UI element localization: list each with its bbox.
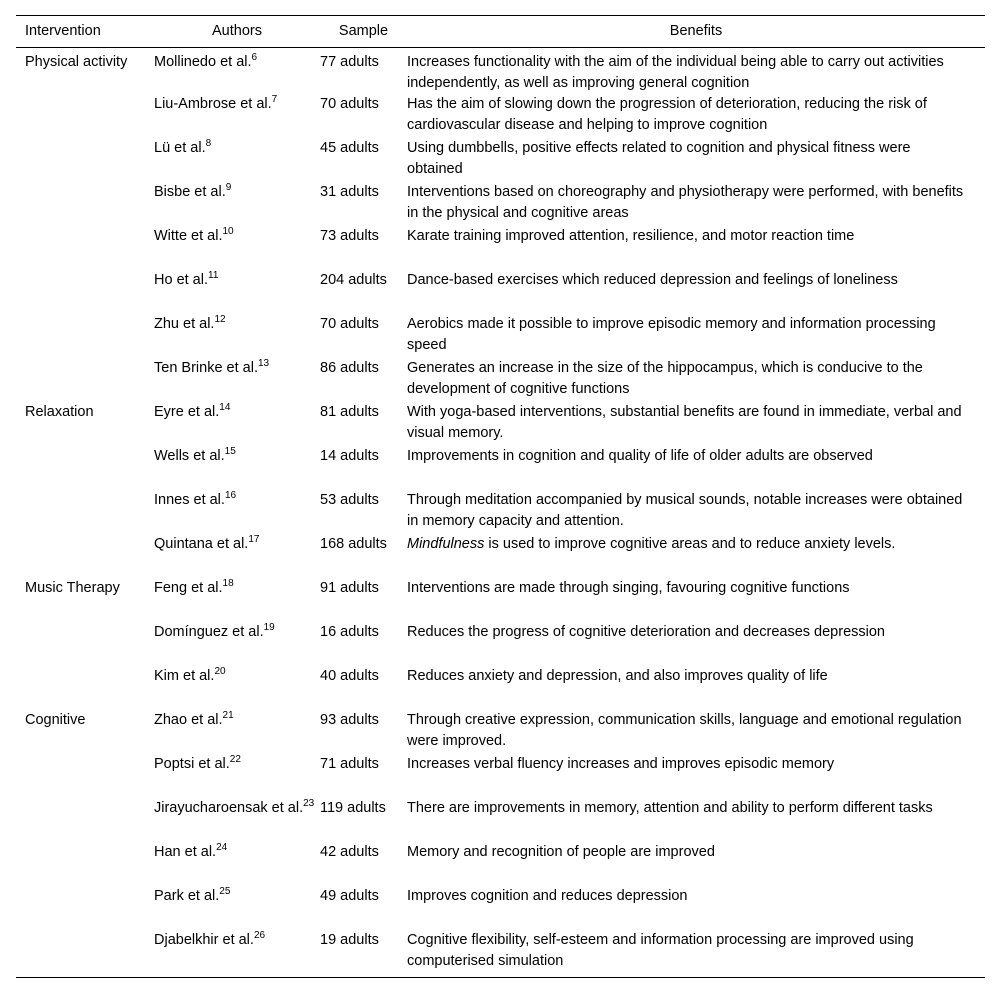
cell-sample: 45 adults <box>320 140 379 156</box>
header-benefits: Benefits <box>407 16 985 48</box>
cell-benefits <box>407 534 985 578</box>
cell-authors <box>154 886 320 930</box>
cell-sample: 73 adults <box>320 228 379 244</box>
reference-number: 26 <box>253 930 266 942</box>
table-row <box>16 48 985 95</box>
benefit-text: Through meditation accompanied by musical sounds, notable increases were obtained in memory capacity and attention. <box>407 492 963 529</box>
reference-number: 16 <box>224 490 237 502</box>
reference-number: 22 <box>229 754 241 766</box>
cell-authors <box>154 358 320 402</box>
benefit-text: Increases verbal fluency increases and improves episodic memory <box>407 756 835 772</box>
cell-benefits <box>407 314 985 358</box>
cell-sample: 49 adults <box>320 888 379 904</box>
cell-sample: 81 adults <box>320 404 379 420</box>
reference-number: 6 <box>251 52 258 64</box>
cell-intervention: Cognitive <box>25 712 86 728</box>
cell-sample: 40 adults <box>320 668 379 684</box>
table-row <box>16 270 985 314</box>
author-name: Park et al. <box>154 888 220 904</box>
table-row <box>16 402 985 446</box>
benefit-text: is used to improve cognitive areas and to reduce anxiety levels. <box>484 536 896 552</box>
benefit-text: Dance-based exercises which reduced depression and feelings of loneliness <box>407 272 898 288</box>
cell-authors <box>154 446 320 490</box>
cell-authors <box>154 94 320 138</box>
cell-authors <box>154 270 320 314</box>
table-row <box>16 182 985 226</box>
reference-number: 25 <box>219 886 231 898</box>
cell-benefits <box>407 754 985 798</box>
cell-authors <box>154 402 320 446</box>
author-name: Witte et al. <box>154 228 223 244</box>
author-name: Zhao et al. <box>154 712 223 728</box>
author-name: Lü et al. <box>154 140 206 156</box>
benefit-text: Karate training improved attention, resilience, and motor reaction time <box>407 228 855 244</box>
header-sample: Sample <box>320 16 407 48</box>
cell-sample: 31 adults <box>320 184 379 200</box>
cell-sample: 16 adults <box>320 624 379 640</box>
benefit-text: Memory and recognition of people are improved <box>407 844 715 860</box>
benefit-emphasis: Mindfulness <box>407 536 485 552</box>
table-row <box>16 710 985 754</box>
benefit-text: Reduces the progress of cognitive deterioration and decreases depression <box>407 624 885 640</box>
benefit-text: Increases functionality with the aim of the individual being able to carry out activities independently, as well as improving general cognition <box>407 54 944 91</box>
reference-number: 14 <box>219 402 231 414</box>
reference-number: 21 <box>222 710 234 722</box>
table-row <box>16 446 985 490</box>
table-row <box>16 622 985 666</box>
cell-sample: 77 adults <box>320 54 379 70</box>
author-name: Innes et al. <box>154 492 225 508</box>
cell-intervention <box>16 666 154 710</box>
table-row <box>16 314 985 358</box>
reference-number: 19 <box>263 622 275 634</box>
cell-authors <box>154 622 320 666</box>
table-row <box>16 666 985 710</box>
cell-benefits <box>407 94 985 138</box>
cell-sample: 204 adults <box>320 272 387 288</box>
benefit-text: Interventions based on choreography and physiotherapy were performed, with benefits in the physical and cognitive areas <box>407 184 964 221</box>
cell-authors <box>154 534 320 578</box>
benefit-text: Aerobics made it possible to improve episodic memory and information processing speed <box>407 316 936 353</box>
cell-sample: 91 adults <box>320 580 379 596</box>
benefit-text: Through creative expression, communication skills, language and emotional regulation were improved. <box>407 712 962 749</box>
cell-sample: 119 adults <box>320 800 386 816</box>
cell-intervention <box>16 446 154 490</box>
reference-number: 20 <box>214 666 226 678</box>
cell-sample: 71 adults <box>320 756 379 772</box>
benefit-text: Interventions are made through singing, favouring cognitive functions <box>407 580 850 596</box>
author-name: Feng et al. <box>154 580 223 596</box>
cell-benefits <box>407 182 985 226</box>
cell-intervention <box>16 798 154 842</box>
header-intervention: Intervention <box>16 16 154 48</box>
author-name: Han et al. <box>154 844 217 860</box>
cell-intervention <box>16 490 154 534</box>
cell-benefits <box>407 48 985 95</box>
cell-sample: 14 adults <box>320 448 379 464</box>
table-row <box>16 886 985 930</box>
reference-number: 12 <box>214 314 226 326</box>
author-name: Eyre et al. <box>154 404 220 420</box>
benefit-text: Reduces anxiety and depression, and also improves quality of life <box>407 668 828 684</box>
author-name: Mollinedo et al. <box>154 54 252 70</box>
cell-intervention <box>16 358 154 402</box>
cell-authors <box>154 798 320 842</box>
cell-benefits <box>407 226 985 270</box>
cell-benefits <box>407 798 985 842</box>
benefit-text: With yoga-based interventions, substantial benefits are found in immediate, verbal and visual memory. <box>407 404 962 441</box>
cell-intervention <box>16 226 154 270</box>
benefit-text: Improves cognition and reduces depression <box>407 888 688 904</box>
cell-intervention: Music Therapy <box>25 580 120 596</box>
benefit-text: Improvements in cognition and quality of life of older adults are observed <box>407 448 873 464</box>
table-row <box>16 754 985 798</box>
table-body <box>16 48 985 975</box>
table-row <box>16 534 985 578</box>
cell-intervention <box>16 842 154 886</box>
reference-number: 8 <box>205 138 212 150</box>
table-row <box>16 490 985 534</box>
author-name: Bisbe et al. <box>154 184 226 200</box>
cell-sample: 86 adults <box>320 360 379 376</box>
reference-number: 9 <box>225 182 232 194</box>
cell-authors <box>154 226 320 270</box>
table-row <box>16 578 985 622</box>
cell-intervention <box>16 754 154 798</box>
cell-sample: 168 adults <box>320 536 387 552</box>
cell-benefits <box>407 138 985 182</box>
cell-intervention: Physical activity <box>25 54 128 70</box>
reference-number: 23 <box>303 798 315 810</box>
cell-authors <box>154 842 320 886</box>
cell-benefits <box>407 886 985 930</box>
cell-authors <box>154 182 320 226</box>
cell-intervention <box>16 182 154 226</box>
author-name: Liu-Ambrose et al. <box>154 96 272 112</box>
reference-number: 17 <box>248 534 260 546</box>
table-row <box>16 226 985 270</box>
cell-authors <box>154 48 320 95</box>
author-name: Wells et al. <box>154 448 225 464</box>
interventions-table <box>16 15 985 974</box>
cell-authors <box>154 138 320 182</box>
reference-number: 18 <box>222 578 234 590</box>
cell-benefits <box>407 490 985 534</box>
reference-number: 10 <box>222 226 234 238</box>
table-header-row <box>16 16 985 48</box>
cell-authors <box>154 754 320 798</box>
cell-benefits <box>407 710 985 754</box>
cell-intervention: Relaxation <box>25 404 94 420</box>
author-name: Ten Brinke et al. <box>154 360 258 376</box>
reference-number: 11 <box>208 270 219 282</box>
cell-benefits <box>407 930 985 974</box>
cell-intervention <box>16 270 154 314</box>
cell-benefits <box>407 402 985 446</box>
benefit-text: Using dumbbells, positive effects related to cognition and physical fitness were obtained <box>407 140 911 177</box>
author-name: Djabelkhir et al. <box>154 932 254 948</box>
cell-benefits <box>407 270 985 314</box>
table-row <box>16 842 985 886</box>
table-row <box>16 94 985 138</box>
cell-intervention <box>16 138 154 182</box>
reference-number: 7 <box>271 94 278 106</box>
cell-authors <box>154 314 320 358</box>
table-row <box>16 798 985 842</box>
cell-authors <box>154 930 320 974</box>
reference-number: 24 <box>216 842 228 854</box>
cell-benefits <box>407 578 985 622</box>
table-row <box>16 138 985 182</box>
reference-number: 13 <box>257 358 270 370</box>
cell-authors <box>154 666 320 710</box>
cell-sample: 53 adults <box>320 492 379 508</box>
cell-intervention <box>16 622 154 666</box>
cell-intervention <box>16 534 154 578</box>
cell-intervention <box>16 314 154 358</box>
cell-benefits <box>407 842 985 886</box>
cell-intervention <box>16 886 154 930</box>
author-name: Ho et al. <box>154 272 208 288</box>
cell-sample: 70 adults <box>320 96 379 112</box>
cell-authors <box>154 710 320 754</box>
author-name: Zhu et al. <box>154 316 215 332</box>
cell-intervention <box>16 94 154 138</box>
table-bottom-rule <box>16 977 985 978</box>
cell-authors <box>154 578 320 622</box>
author-name: Jirayucharoensak et al. <box>154 800 304 816</box>
cell-authors <box>154 490 320 534</box>
cell-benefits <box>407 358 985 402</box>
cell-benefits <box>407 666 985 710</box>
header-authors: Authors <box>154 16 320 48</box>
benefit-text: There are improvements in memory, attention and ability to perform different tasks <box>407 800 933 816</box>
cell-sample: 70 adults <box>320 316 379 332</box>
cell-benefits <box>407 622 985 666</box>
cell-sample: 19 adults <box>320 932 379 948</box>
table-row <box>16 930 985 974</box>
cell-intervention <box>16 930 154 974</box>
benefit-text: Generates an increase in the size of the hippocampus, which is conducive to the development of cognitive functions <box>407 360 923 397</box>
author-name: Poptsi et al. <box>154 756 230 772</box>
benefit-text: Has the aim of slowing down the progression of deterioration, reducing the risk of cardiovascular disease and helping to improve cognition <box>407 96 927 133</box>
cell-benefits <box>407 446 985 490</box>
benefit-text: Cognitive flexibility, self-esteem and information processing are improved using computerised simulation <box>407 932 914 969</box>
table-row <box>16 358 985 402</box>
author-name: Quintana et al. <box>154 536 249 552</box>
cell-sample: 93 adults <box>320 712 379 728</box>
author-name: Kim et al. <box>154 668 215 684</box>
author-name: Domínguez et al. <box>154 624 264 640</box>
cell-sample: 42 adults <box>320 844 379 860</box>
reference-number: 15 <box>224 446 236 458</box>
